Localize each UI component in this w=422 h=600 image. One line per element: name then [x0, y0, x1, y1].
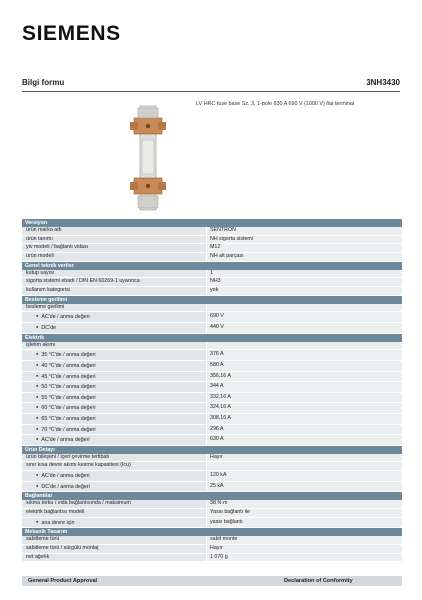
siemens-logo: SIEMENS [22, 22, 121, 45]
spec-label: sabitleme türü [22, 536, 207, 544]
table-row [22, 413, 402, 424]
spec-label: ● 60 °C'de / anma değeri [22, 403, 207, 414]
spec-label: sıkma torku / vida bağlantısında / maksimum [22, 500, 207, 508]
table-row [22, 403, 402, 414]
table-row [22, 454, 402, 462]
section-header [22, 333, 402, 342]
table-row [22, 342, 402, 350]
approvals-footer-bar [22, 576, 402, 586]
section-title: Besleme gerilimi [22, 295, 402, 304]
table-row [22, 286, 402, 295]
section-header [22, 445, 402, 454]
table-row [22, 545, 402, 554]
product-code: 3NH3430 [366, 78, 400, 87]
spec-value: 344 A [207, 382, 403, 393]
spec-value: NH3 [207, 278, 403, 287]
table-row [22, 350, 402, 361]
spec-value: 324,16 A [207, 403, 403, 414]
spec-value: yassı bağlantı [207, 517, 403, 528]
spec-value: 356,16 A [207, 371, 403, 382]
spec-value: 1 [207, 270, 403, 278]
table-row [22, 235, 402, 244]
spec-value: 440 V [207, 322, 403, 333]
section-title: Ürün Detayı [22, 445, 402, 454]
section-title: Versiyon [22, 219, 402, 227]
spec-value: Hayır [207, 545, 403, 554]
spec-value: 1 070 g [207, 553, 403, 562]
section-header [22, 219, 402, 227]
table-row [22, 424, 402, 435]
specification-table [22, 219, 402, 562]
spec-label: sınır kısa devre akımı kesme kapasitesi (Icu) [22, 462, 207, 471]
spec-value: NH alt parçası [207, 252, 403, 261]
spec-value: SENTRON [207, 227, 403, 235]
table-row [22, 382, 402, 393]
table-row [22, 252, 402, 261]
spec-label: ● 65 °C'de / anma değeri [22, 413, 207, 424]
declaration-of-conformity-label: Declaration of Conformity [284, 578, 353, 584]
table-row [22, 536, 402, 544]
spec-label: ● 35 °C'de / anma değeri [22, 350, 207, 361]
section-title: Mekanik Tasarım [22, 528, 402, 537]
table-row [22, 322, 402, 333]
spec-value: 630 A [207, 435, 403, 446]
spec-value: NH sigorta sistemi [207, 235, 403, 244]
spec-label: ● AC'de / anma değeri [22, 312, 207, 323]
general-product-approval-label: General Product Approval [28, 578, 98, 584]
spec-label: ● AC'de / anma değeri [22, 435, 207, 446]
spec-value: 690 V [207, 312, 403, 323]
spec-label: besleme gerilimi [22, 304, 207, 312]
spec-label: kutup sayısı [22, 270, 207, 278]
spec-label: ürün marka adı [22, 227, 207, 235]
spec-label: sabitleme türü / sürgülü montaj [22, 545, 207, 554]
spec-value: Hayır [207, 454, 403, 462]
table-row [22, 278, 402, 287]
spec-value: 38 N·m [207, 500, 403, 508]
spec-value: sabit monte [207, 536, 403, 544]
spec-label: ● 50 °C'de / anma değeri [22, 382, 207, 393]
spec-value [207, 462, 403, 471]
spec-label: ● ana devre için [22, 517, 207, 528]
table-row [22, 553, 402, 562]
table-row [22, 517, 402, 528]
spec-label: ürün tanımı [22, 235, 207, 244]
spec-value: 376 A [207, 350, 403, 361]
spec-value: 580 A [207, 360, 403, 371]
table-row [22, 500, 402, 508]
spec-label: kullanım kategorisi [22, 286, 207, 295]
spec-label: ● 45 °C'de / anma değeri [22, 371, 207, 382]
header-divider [22, 91, 400, 92]
product-description: LV HRC fuse base Sz. 3, 1-pole 630 A 690 V (1000 V) flat terminal [196, 101, 355, 107]
table-row [22, 481, 402, 492]
spec-label: elektrik bağlantısı modeli [22, 509, 207, 518]
spec-value: Yassı bağlantı ile [207, 509, 403, 518]
spec-label: işletim akımı [22, 342, 207, 350]
spec-label: yiv modeli / bağlantı vidası [22, 244, 207, 253]
fuse-base-product-image [120, 104, 176, 212]
spec-label: ürün modeli [22, 252, 207, 261]
section-header [22, 528, 402, 537]
section-header [22, 492, 402, 501]
table-row [22, 270, 402, 278]
spec-value: 25 kA [207, 481, 403, 492]
table-row [22, 227, 402, 235]
spec-value: 332,16 A [207, 392, 403, 403]
spec-label: ● 55 °C'de / anma değeri [22, 392, 207, 403]
table-row [22, 462, 402, 471]
section-header [22, 261, 402, 270]
spec-label: ● DC'de [22, 322, 207, 333]
section-title: Genel teknik veriler [22, 261, 402, 270]
table-row [22, 435, 402, 446]
section-header [22, 295, 402, 304]
spec-label: ürün bileşeni / içeri çevirme tertibatı [22, 454, 207, 462]
spec-label: net ağırlık [22, 553, 207, 562]
spec-label: sigorta sistemi ebadı / DIN EN 60269-1 uyarınca [22, 278, 207, 287]
spec-value: 120 kA [207, 471, 403, 482]
spec-value: M12 [207, 244, 403, 253]
section-title: Bağlantılar [22, 492, 402, 501]
spec-value: 308,16 A [207, 413, 403, 424]
table-row [22, 304, 402, 312]
document-title: Bilgi formu [22, 78, 65, 87]
spec-value: yok [207, 286, 403, 295]
document-header [22, 76, 400, 90]
table-row [22, 371, 402, 382]
table-row [22, 244, 402, 253]
spec-value [207, 304, 403, 312]
spec-label: ● AC'de / anma değeri [22, 471, 207, 482]
table-row [22, 312, 402, 323]
section-title: Elektrik [22, 333, 402, 342]
table-row [22, 509, 402, 518]
table-row [22, 471, 402, 482]
spec-label: ● DC'de / anma değeri [22, 481, 207, 492]
spec-label: ● 70 °C'de / anma değeri [22, 424, 207, 435]
spec-value [207, 342, 403, 350]
table-row [22, 360, 402, 371]
spec-label: ● 40 °C'de / anma değeri [22, 360, 207, 371]
spec-value: 296 A [207, 424, 403, 435]
table-row [22, 392, 402, 403]
